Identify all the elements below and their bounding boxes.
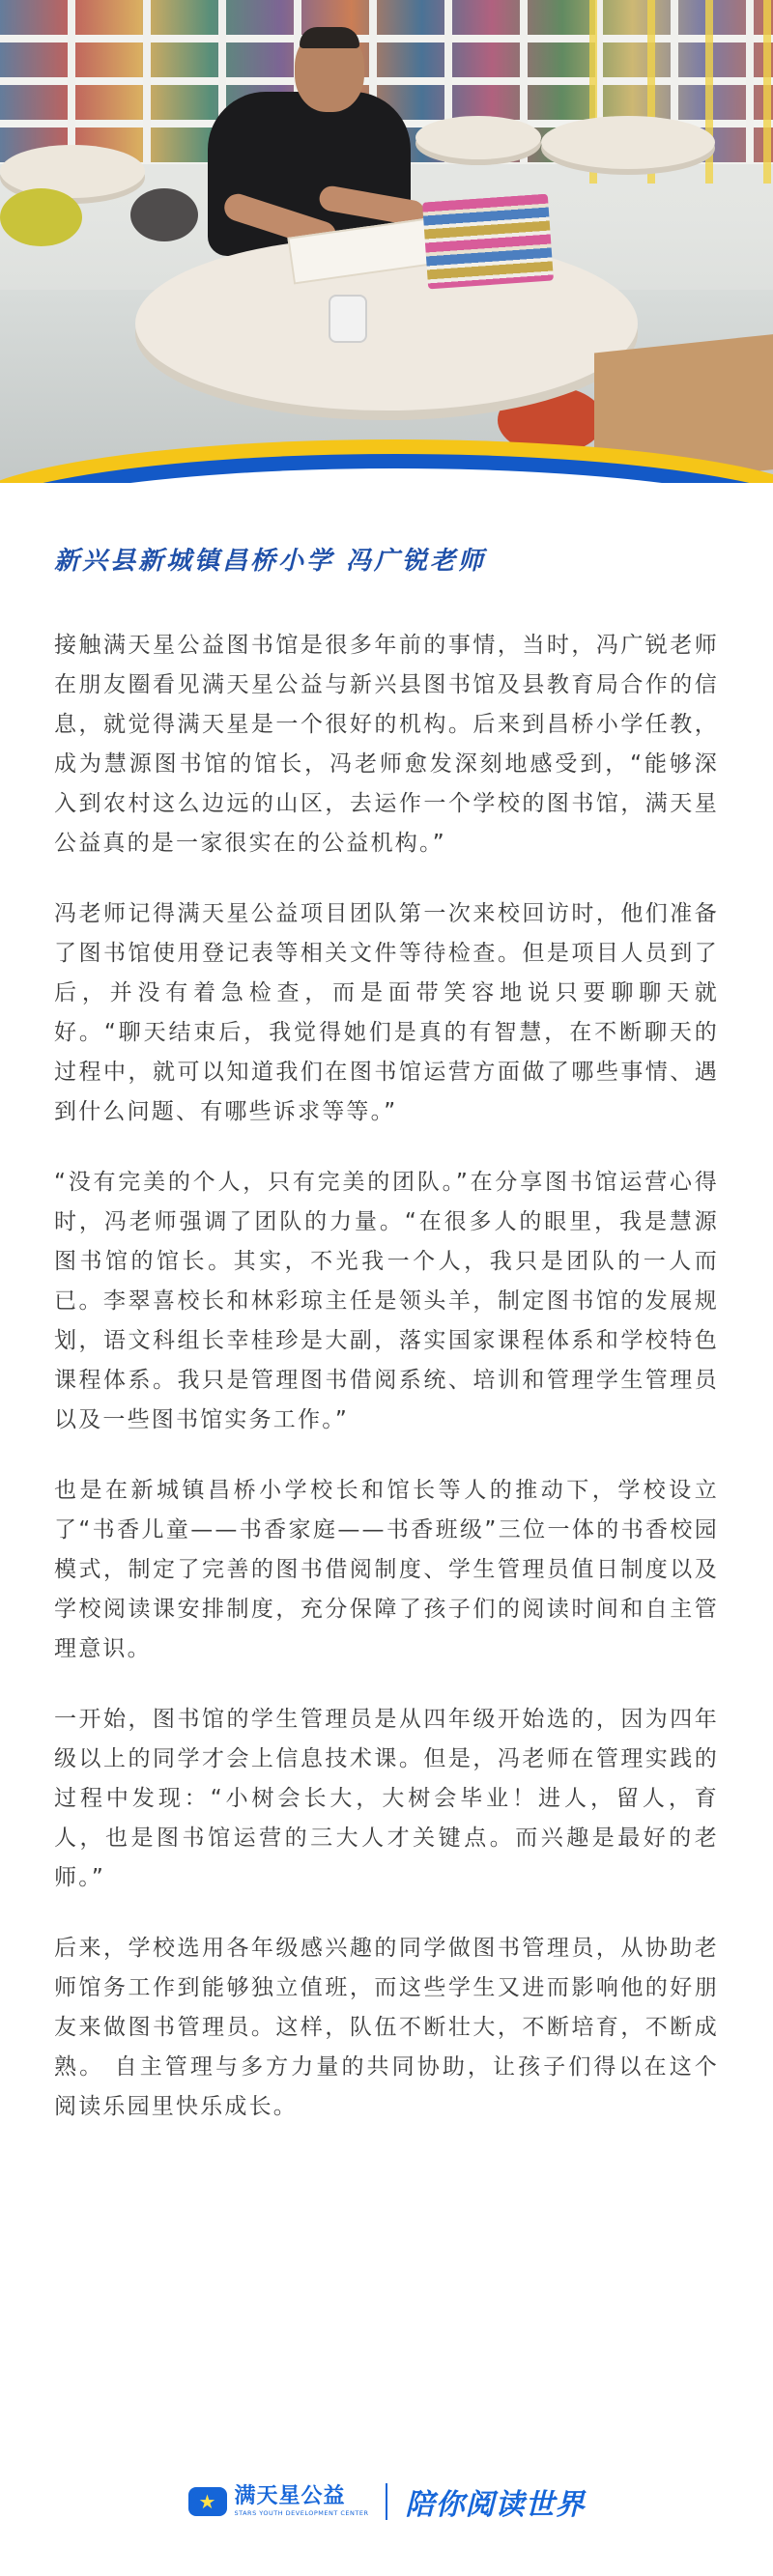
paragraph: “没有完美的个人，只有完美的团队。”在分享图书馆运营心得时，冯老师强调了团队的力量。“在很多人的眼里，我是慧源图书馆的馆长。其实，不光我一个人，我只是团队的一人而已。李翠喜校长和林彩琼主任是领头羊，制定图书馆的发展规划，语文科组长幸桂珍是大副，落实国家课程体系和学校特色课程体系。我只是管理图书借阅系统、培训和管理学生管理员以及一些图书馆实务工作。”: [54, 1170, 719, 1432]
background-table: [415, 116, 541, 159]
paragraph: 接触满天星公益图书馆是很多年前的事情，当时，冯广锐老师在朋友圈看见满天星公益与新兴县图书馆及县教育局合作的信息，就觉得满天星是一个很好的机构。后来到昌桥小学任教，成为慧源图书馆的馆长，冯老师愈发深刻地感受到，“能够深入到农村这么边远的山区，去运作一个学校的图书馆，满天星公益真的是一家很实在的公益机构。”: [54, 633, 719, 856]
paragraph: 一开始，图书馆的学生管理员是从四年级开始选的，因为四年级以上的同学才会上信息技术课。但是，冯老师在管理实践的过程中发现：“小树会长大，大树会毕业！进人，留人，育人，也是图书馆运营的三大人才关键点。而兴趣是最好的老师。”: [54, 1707, 719, 1890]
stool: [0, 188, 82, 246]
teacher-hair: [300, 27, 359, 48]
footer: [0, 2468, 773, 2535]
footer-divider: [386, 2483, 387, 2520]
brand-logo: [188, 2485, 369, 2518]
star-icon: ★: [188, 2487, 227, 2516]
brand-text: [235, 2485, 369, 2518]
paragraph: 也是在新城镇昌桥小学校长和馆长等人的推动下，学校设立了“书香儿童——书香家庭——书香班级”三位一体的书香校园模式，制定了完善的图书借阅制度、学生管理员值日制度以及学校阅读课安排制度，充分保障了孩子们的阅读时间和自主管理意识。: [54, 1478, 719, 1661]
paragraph: 后来，学校选用各年级感兴趣的同学做图书管理员，从协助老师馆务工作到能够独立值班，而这些学生又进而影响他的好朋友来做图书管理员。这样，队伍不断壮大，不断培育，不断成熟。 自主管理与多方力量的共同协助，让孩子们得以在这个阅读乐园里快乐成长。: [54, 1936, 719, 2119]
hero-photo: [0, 0, 773, 483]
brand-name: 满天星公益: [234, 2484, 346, 2508]
background-table: [541, 116, 715, 169]
article-subtitle: 新兴县新城镇昌桥小学 冯广锐老师: [54, 547, 487, 576]
stool: [130, 188, 198, 241]
background-table: [0, 145, 145, 198]
slogan: 陪你阅读世界: [405, 2488, 586, 2522]
paragraph: 冯老师记得满天星公益项目团队第一次来校回访时，他们准备了图书馆使用登记表等相关文件等待检查。但是项目人员到了后，并没有着急检查，而是面带笑容地说只要聊聊天就好。“聊天结束后，我觉得她们是真的有智慧，在不断聊天的过程中，就可以知道我们在图书馆运营方面做了哪些事情、遇到什么问题、有哪些诉求等等。”: [54, 901, 719, 1124]
book-stack: [422, 194, 554, 290]
brand-english-name: STARS YOUTH DEVELOPMENT CENTER: [234, 2509, 369, 2517]
tape-roll: [329, 295, 367, 343]
article-body: [54, 626, 719, 2158]
